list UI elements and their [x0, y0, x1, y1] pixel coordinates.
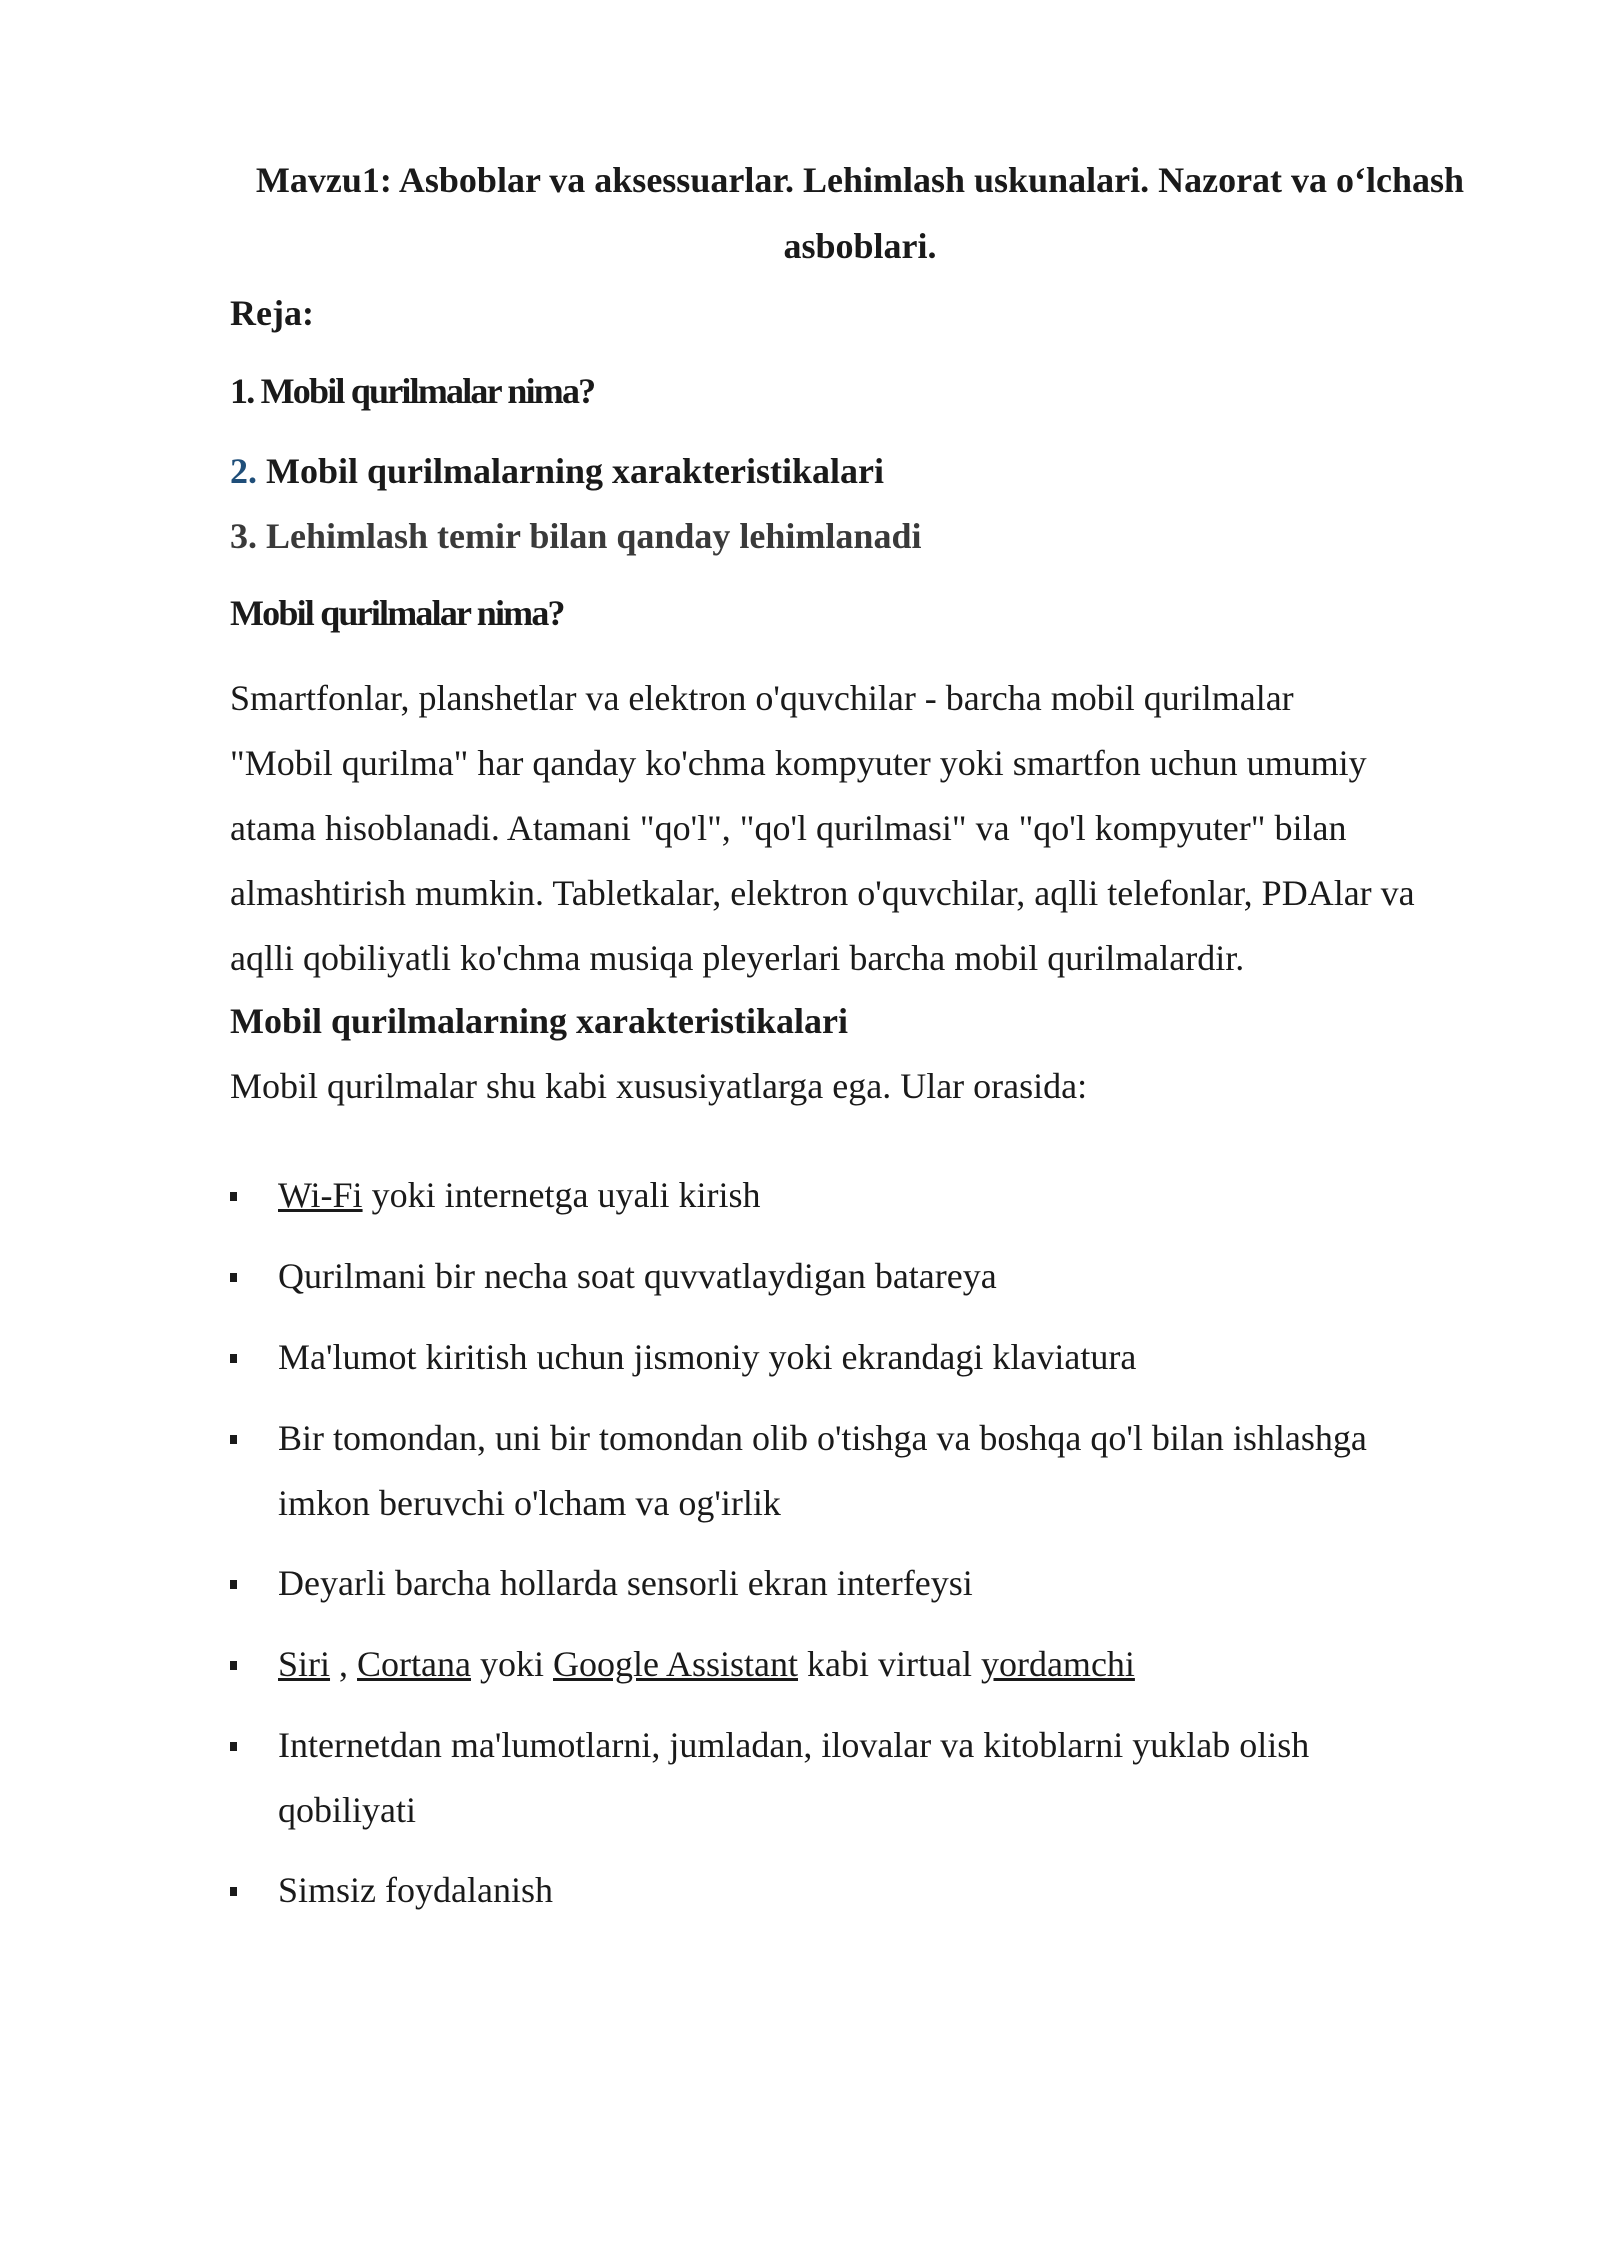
plan-item-3 — [230, 515, 921, 557]
document-title — [230, 147, 1490, 279]
yordamchi-link[interactable]: yordamchi — [980, 1644, 1135, 1684]
bullet-marker — [230, 1661, 237, 1670]
section-1-line: aqlli qobiliyatli ko'chma musiqa pleyerlari barcha mobil qurilmalardir. — [230, 938, 1245, 978]
section-2-intro: Mobil qurilmalar shu kabi xususiyatlarga ega. Ular orasida: — [230, 1066, 1088, 1106]
bullet-text: Ma'lumot kiritish uchun jismoniy yoki ekrandagi klaviatura — [278, 1337, 1137, 1377]
section-1-paragraph — [230, 666, 1500, 991]
section-1-line: atama hisoblanadi. Atamani "qo'l", "qo'l qurilmasi" va "qo'l kompyuter" bilan — [230, 808, 1347, 848]
bullet-marker — [230, 1354, 237, 1363]
bullet-text: yoki internetga uyali kirish — [362, 1175, 761, 1215]
cortana-link[interactable]: Cortana — [357, 1644, 471, 1684]
wifi-link[interactable]: Wi-Fi — [278, 1175, 363, 1215]
bullet-marker — [230, 1273, 237, 1282]
plan-heading: Reja: — [230, 293, 314, 333]
section-1-heading: Mobil qurilmalar nima? — [230, 593, 564, 633]
plan-item-1 — [230, 370, 594, 412]
plan-item-2-text: Mobil qurilmalarning xarakteristikalari — [266, 451, 884, 491]
bullet-text: Internetdan ma'lumotlarni, jumladan, ilovalar va kitoblarni yuklab olish — [278, 1725, 1310, 1765]
bullet-text: Qurilmani bir necha soat quvvatlaydigan batareya — [278, 1256, 997, 1296]
bullet-marker — [230, 1742, 237, 1751]
bullet-text: Simsiz foydalanish — [278, 1870, 553, 1910]
bullet-text: qobiliyati — [278, 1790, 416, 1830]
bullet-text: Bir tomondan, uni bir tomondan olib o'tishga va boshqa qo'l bilan ishlashga — [278, 1418, 1367, 1458]
title-line-1: Mavzu1: Asboblar va aksessuarlar. Lehimlash uskunalari. Nazorat va o‘lchash — [255, 160, 1465, 200]
bullet-marker — [230, 1887, 237, 1896]
plan-item-2-number: 2. — [230, 451, 257, 491]
bullet-marker — [230, 1580, 237, 1589]
google-assistant-link[interactable]: Google Assistant — [553, 1644, 799, 1684]
section-1-line: "Mobil qurilma" har qanday ko'chma kompyuter yoki smartfon uchun umumiy — [230, 743, 1367, 783]
section-2-heading: Mobil qurilmalarning xarakteristikalari — [230, 1001, 848, 1041]
bullet-text: imkon beruvchi o'lcham va og'irlik — [278, 1483, 781, 1523]
bullet-marker — [230, 1192, 237, 1201]
bullet-marker — [230, 1435, 237, 1444]
plan-item-2 — [230, 450, 884, 492]
section-1-line: Smartfonlar, planshetlar va elektron o'quvchilar - barcha mobil qurilmalar — [230, 678, 1294, 718]
title-line-2: asboblari. — [783, 226, 937, 266]
plan-item-3-text: Lehimlash temir bilan qanday lehimlanadi — [266, 516, 922, 556]
section-1-line: almashtirish mumkin. Tabletkalar, elektron o'quvchilar, aqlli telefonlar, PDAlar va — [230, 873, 1415, 913]
plan-item-3-number: 3. — [230, 516, 257, 556]
siri-link[interactable]: Siri — [278, 1644, 331, 1684]
plan-item-1-number: 1. — [230, 371, 254, 411]
bullet-text: Deyarli barcha hollarda sensorli ekran interfeysi — [278, 1563, 973, 1603]
plan-item-1-text: Mobil qurilmalar nima? — [260, 371, 595, 411]
